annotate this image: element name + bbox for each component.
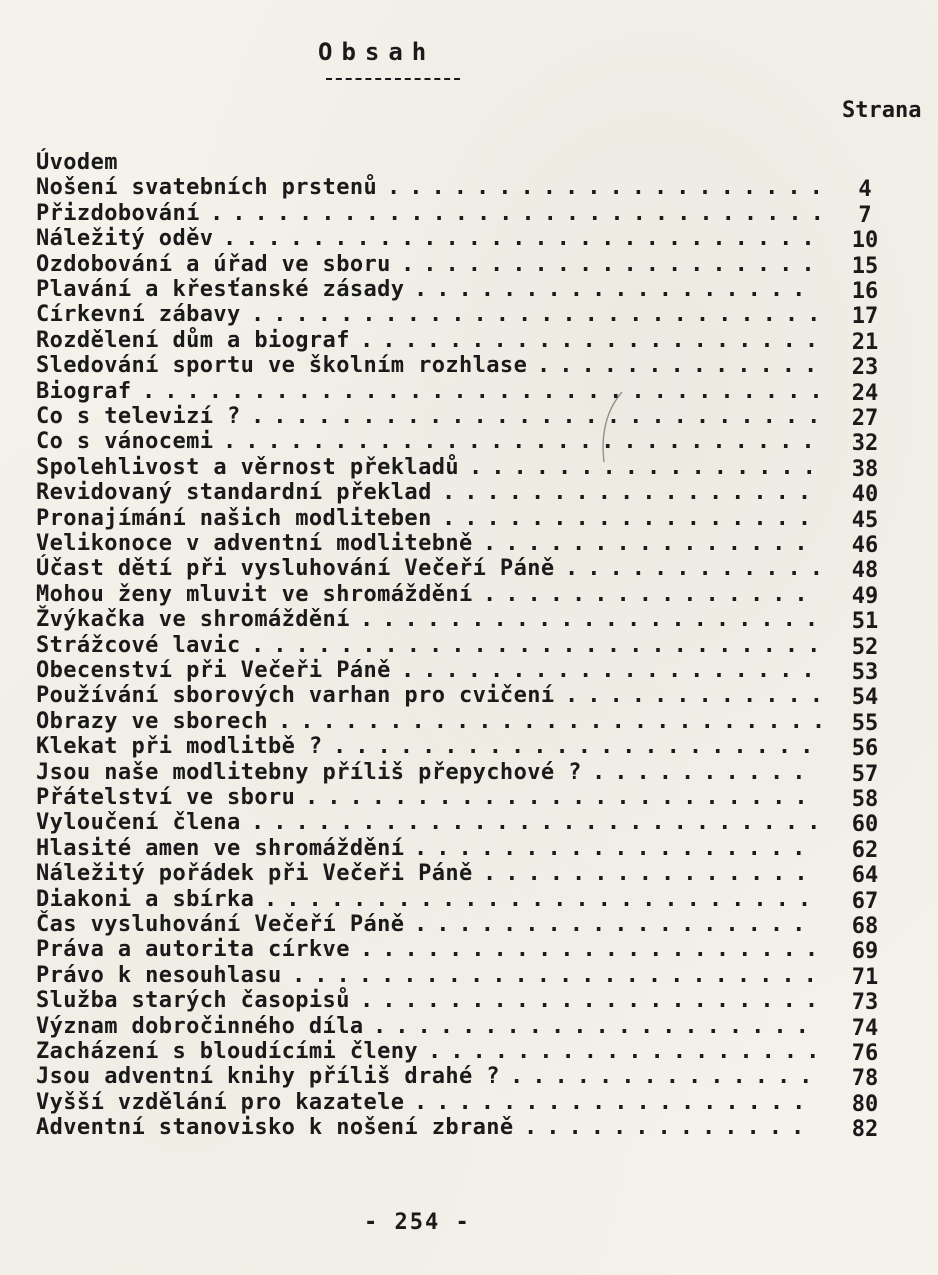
dot-leader: ......................... [278,708,835,734]
toc-entry [36,429,891,455]
toc-entry [36,1115,891,1141]
toc-entry-title: Služba starých časopisů [36,988,350,1014]
dot-leader: .................... [373,1013,818,1039]
dot-leader: ...................... [333,734,823,760]
toc-entry-title: Strážcové lavic [36,632,241,658]
toc-entry-page: 32 [851,431,879,457]
toc-entry-page: 54 [851,685,879,711]
toc-entry [36,480,891,506]
toc-entry [36,277,891,303]
toc-entry-title: Právo k nesouhlasu [36,962,282,988]
toc-entry [36,1090,891,1116]
toc-entry-page: 76 [851,1041,879,1066]
toc-entry-page: 60 [851,812,879,838]
toc-entry-title: Sledování sportu ve školním rozhlase [36,353,528,379]
toc-entry-title: Přátelství ve sboru [36,785,296,810]
toc-entry-page: 21 [851,329,879,355]
toc-entry [36,404,891,430]
dot-leader: ..................... [360,937,828,963]
dot-leader: ................... [401,658,824,683]
toc-entry-page: 57 [851,761,879,787]
toc-entry-page: 62 [851,837,879,863]
dot-leader: ........................... [223,226,824,252]
toc-entry [36,175,891,201]
toc-entry [36,963,891,989]
dot-leader: .................. [414,912,815,937]
dot-leader: .............. [510,1064,822,1090]
toc-entry-page: 10 [851,228,879,254]
dot-leader: .................. [414,277,815,302]
toc-entry [36,1064,891,1090]
toc-entry [36,937,891,963]
toc-entry-page: 53 [851,660,879,685]
toc-entry-page: 38 [851,456,879,482]
toc-entry-title: Diakoni a sbírka [36,886,255,912]
toc-entry [36,607,891,633]
toc-entry-page: 78 [851,1066,879,1092]
toc-entry-page: 24 [851,380,879,406]
dot-leader: ............... [483,861,817,887]
toc-entry-title: Mohou ženy mluvit ve shromáždění [36,581,473,607]
toc-entry-title: Církevní zábavy [36,302,241,328]
dot-leader: ............. [524,1115,814,1141]
pencil-mark [592,388,632,468]
dot-leader: .................. [428,1039,829,1064]
toc-entry [36,328,891,354]
toc-entry [36,506,891,532]
toc-entry [36,810,891,836]
toc-entry-title: Adventní stanovisko k nošení zbraně [36,1115,514,1141]
toc-entry [36,201,891,227]
toc-entry [36,455,891,481]
toc-entry [36,302,891,328]
toc-entry-title: Ozdobování a úřad ve sboru [36,251,391,277]
dot-leader: ....................... [305,785,817,810]
toc-entry [36,556,891,582]
toc-entry-page: 46 [851,533,879,558]
toc-entry-page: 7 [858,202,872,228]
toc-entry [36,887,891,913]
toc-entry-page: 64 [851,863,879,889]
toc-entry [36,861,891,887]
dot-leader: .......... [592,759,815,785]
toc-entry-title: Používání sborových varhan pro cvičení [36,683,555,709]
dot-leader: .................. [414,835,815,861]
dot-leader: ............... [483,581,817,607]
toc-entry-title: Klekat při modlitbě ? [36,734,323,760]
toc-entry [36,150,891,176]
toc-entry [36,760,891,786]
dot-leader: ........................ [292,962,826,988]
toc-entry-page: 16 [851,279,879,304]
toc-entry-title: Vyšší vzdělání pro kazatele [36,1089,405,1115]
dot-leader: ............................... [142,378,832,404]
dot-leader: ................. [442,480,821,506]
toc-entry-page: 49 [851,583,879,609]
toc-entry [36,633,891,659]
toc-entry-page: 67 [851,888,879,914]
toc-entry-title: Vyloučení člena [36,810,241,836]
toc-entry [36,683,891,709]
dot-leader: ............... [483,531,817,556]
toc-entry [36,582,891,608]
toc-entry [36,658,891,684]
dot-leader: ................ [469,454,825,480]
toc-entry [36,531,891,557]
toc-entry-page: 23 [851,355,879,381]
toc-entry-title: Práva a autorita církve [36,937,350,963]
toc-entry-title: Přizdobování [36,200,200,226]
toc-entry [36,734,891,760]
toc-entry-page: 58 [851,787,879,812]
dot-leader: .......................... [251,404,830,429]
dot-leader: ................... [401,251,824,277]
toc-entry [36,226,891,252]
toc-entry-page: 82 [851,1117,879,1143]
dot-leader: ..................... [360,327,828,353]
toc-entry [36,836,891,862]
toc-entry-page: 17 [851,304,879,330]
toc-entry-title: Velikonoce v adventní modlitebně [36,531,473,556]
dot-leader: ..................... [360,988,828,1014]
dot-leader: ............ [565,683,832,709]
toc-entry-title: Jsou naše modlitebny příliš přepychové ? [36,759,582,785]
toc-entry-page: 71 [851,964,879,990]
page-title: Obsah [318,38,436,66]
toc-entry-page: 27 [851,406,879,431]
toc-entry-page: 55 [851,710,879,736]
toc-entry-page: 74 [851,1015,879,1041]
toc-entry-title: Obrazy ve sborech [36,708,268,734]
dot-leader: ............................ [210,200,833,226]
toc-entry-title: Význam dobročinného díla [36,1013,364,1039]
toc-entry-title: Zacházení s bloudícími členy [36,1039,419,1064]
toc-entry-page: 40 [851,482,879,508]
toc-entry [36,709,891,735]
toc-entry-page: 4 [858,177,872,203]
toc-entry-title: Čas vysluhování Večeří Páně [36,912,405,937]
toc-entry [36,912,891,938]
page-column-label: Strana [842,98,922,123]
dot-leader: .......................... [251,810,830,836]
toc-entry [36,785,891,811]
toc-entry-page: 56 [851,736,879,762]
dot-leader: ................. [442,505,821,531]
toc-entry-title: Biograf [36,378,132,404]
toc-entry-page: 73 [851,990,879,1016]
toc-entry-title: Revidovaný standardní překlad [36,480,432,506]
toc-entry-title: Rozdělení dům a biograf [36,327,350,353]
toc-entry-title: Náležitý pořádek při Večeři Páně [36,861,473,887]
toc-entry-title: Obecenství při Večeři Páně [36,658,391,683]
title-underline [326,78,460,80]
toc-entry-page: 80 [851,1091,879,1117]
toc-entry-title: Co s vánocemi [36,429,214,455]
toc-entry-title: Úvodem [36,150,118,175]
toc-entry [36,988,891,1014]
toc-entry-title: Pronajímání našich modliteben [36,505,432,531]
dot-leader: ......................... [264,886,821,912]
toc-entry-title: Hlasité amen ve shromáždění [36,835,405,861]
dot-leader: .................... [387,175,832,201]
toc-entry-title: Náležitý oděv [36,226,214,252]
toc-entry [36,252,891,278]
toc-entry-title: Spolehlivost a věrnost překladů [36,454,459,480]
toc-entry-page: 48 [851,558,879,584]
dot-leader: ............. [537,353,827,379]
toc-entry [36,379,891,405]
toc-entry-page: 68 [851,914,879,939]
toc-entry-title: Žvýkačka ve shromáždění [36,607,350,633]
dot-leader: .......................... [251,632,830,658]
dot-leader: .................. [414,1089,815,1115]
dot-leader: ..................... [360,607,828,633]
toc-entry-page: 45 [851,507,879,533]
toc-entry-page: 51 [851,609,879,635]
toc-entry-title: Nošení svatebních prstenů [36,175,378,201]
toc-entry-page: 15 [851,253,879,279]
toc-entry-title: Účast dětí při vysluhování Večeří Páně [36,556,555,582]
toc-entry-title: Plavání a křesťanské zásady [36,277,405,302]
toc-entry-title: Co s televizí ? [36,404,241,429]
toc-entry [36,1014,891,1040]
page-number-footer: - 254 - [364,1210,471,1235]
dot-leader: ........................... [223,429,824,455]
toc-entry [36,353,891,379]
toc-entry [36,1039,891,1065]
toc-entry-title: Jsou adventní knihy příliš drahé ? [36,1064,500,1090]
dot-leader: .......................... [251,302,830,328]
toc-entry-page: 52 [851,634,879,660]
toc-entry-page: 69 [851,939,879,965]
dot-leader: ............ [565,556,832,582]
